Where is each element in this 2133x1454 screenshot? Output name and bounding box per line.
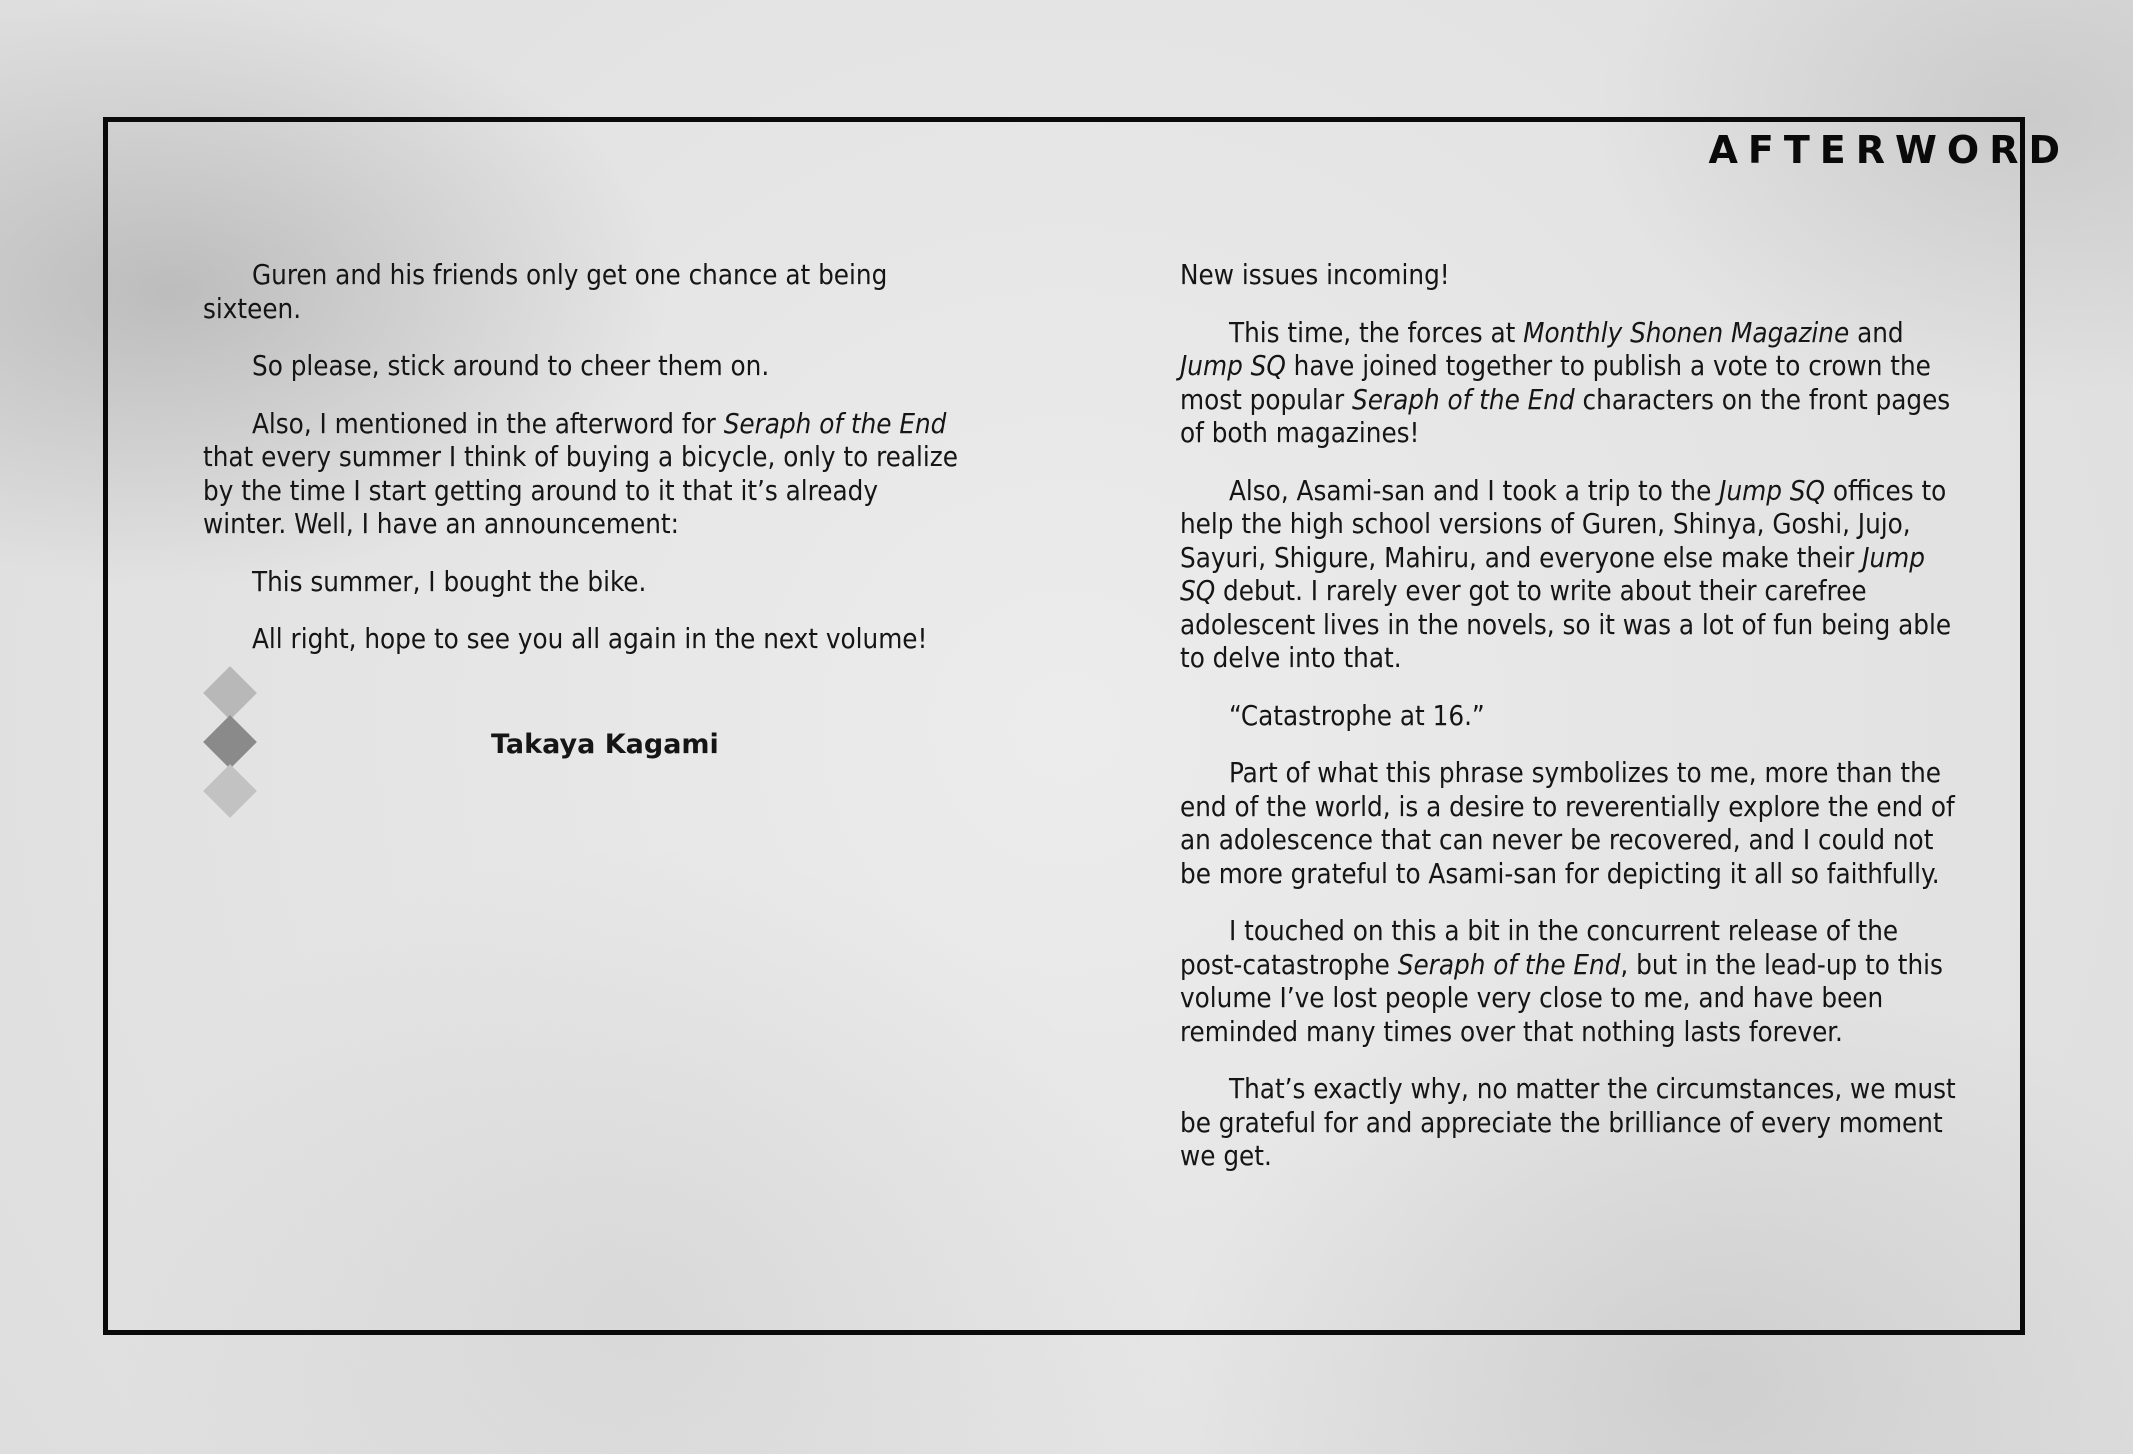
paragraph: This time, the forces at Monthly Shonen Magazine and Jump SQ have joined together to publish a vote to crown the most popular Seraph of the End characters on the front pages of both magazines! <box>1180 316 1951 449</box>
paragraph: “Catastrophe at 16.” <box>1229 699 1485 732</box>
paragraph: All right, hope to see you all again in the next volume! <box>252 623 928 655</box>
book-title: Seraph of the End <box>723 407 947 440</box>
afterword-heading: AFTERWORD <box>1708 128 2070 172</box>
paragraph: Also, I mentioned in the afterword for Seraph of the End that every summer I think of buying a bicycle, only to realize by the time I start getting around to it that it’s already winter. Well, I have an announcement: <box>203 407 959 540</box>
left-column <box>203 259 963 681</box>
paragraph: That’s exactly why, no matter the circumstances, we must be grateful for and appreciate the brilliance of every moment we get. <box>1180 1073 1956 1172</box>
paragraph: I touched on this a bit in the concurrent release of the post-catastrophe Seraph of the End, but in the lead-up to this volume I’ve lost people very close to me, and have been reminded many times over that nothing lasts forever. <box>1180 915 1943 1048</box>
author-signature: Takaya Kagami <box>491 729 719 760</box>
paragraph: So please, stick around to cheer them on. <box>252 350 770 382</box>
paragraph: Guren and his friends only get one chance at being sixteen. <box>203 259 888 325</box>
paragraph: This summer, I bought the bike. <box>252 565 647 598</box>
right-column <box>1180 259 1960 1198</box>
paragraph: Also, Asami-san and I took a trip to the Jump SQ offices to help the high school versions of Guren, Shinya, Goshi, Jujo, Sayuri, Shigure, Mahiru, and everyone else make their Jump SQ debut. I rarely ever got to write about their carefree adolescent lives in the novels, so it was a lot of fun being able to delve into that. <box>1180 474 1952 674</box>
paragraph: Part of what this phrase symbolizes to me, more than the end of the world, is a desire to reverentially explore the end of an adolescence that can never be recovered, and I could not be more grateful to Asami-san for depicting it all so faithfully. <box>1180 757 1955 890</box>
paragraph: New issues incoming! <box>1180 259 1450 291</box>
